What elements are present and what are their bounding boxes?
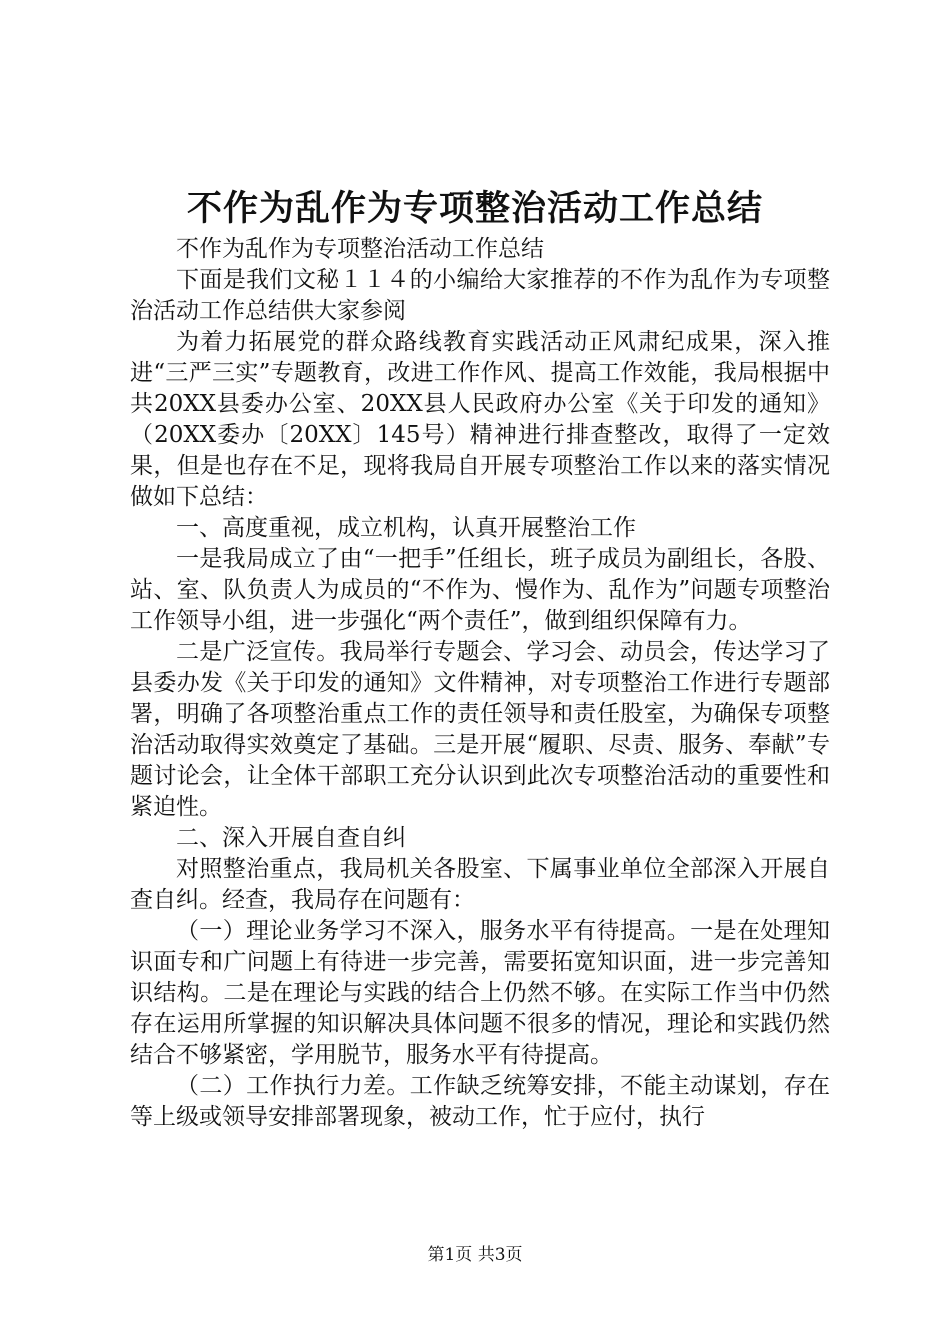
section-heading-1: 一、高度重视，成立机构，认真开展整治工作 (176, 515, 636, 541)
paragraph-point-1: 一是我局成立了由“一把手”任组长，班子成员为副组长，各股、站、室、队负责人为成员的“不作为、慢作为、乱作为”问题专项整治工作领导小组，进一步强化“两个责任”，做到组织保障有力。 (130, 546, 830, 634)
paragraph-self-check: 对照整治重点，我局机关各股室、下属事业单位全部深入开展自查自纠。经查，我局存在问题有： (130, 856, 830, 913)
section-heading-2: 二、深入开展自查自纠 (176, 825, 406, 851)
paragraph-issue-2: （二）工作执行力差。工作缺乏统筹安排，不能主动谋划，存在等上级或领导安排部署现象，被动工作，忙于应付，执行 (130, 1073, 830, 1130)
paragraph-subtitle: 不作为乱作为专项整治活动工作总结 (176, 236, 544, 262)
paragraph-background: 为着力拓展党的群众路线教育实践活动正风肃纪成果，深入推进“三严三实”专题教育，改进工作作风、提高工作效能，我局根据中共20XX县委办公室、20XX县人民政府办公室《关于印发的通知》（20XX委办〔20XX〕145号）精神进行排查整改，取得了一定效果，但是也存在不足，现将我局自开展专项整治工作以来的落实情况做如下总结： (130, 329, 830, 510)
page-number: 第1页 共3页 (427, 1245, 523, 1265)
paragraph-intro: 下面是我们文秘１１４的小编给大家推荐的不作为乱作为专项整治活动工作总结供大家参阅 (130, 267, 830, 324)
paragraph-point-2: 二是广泛宣传。我局举行专题会、学习会、动员会，传达学习了县委办发《关于印发的通知》文件精神，对专项整治工作进行专题部署，明确了各项整治重点工作的责任领导和责任股室，为确保专项整治活动取得实效奠定了基础。三是开展“履职、尽责、服务、奉献”专题讨论会，让全体干部职工充分认识到此次专项整治活动的重要性和紧迫性。 (130, 639, 830, 820)
document-title: 不作为乱作为专项整治活动工作总结 (186, 188, 763, 229)
paragraph-issue-1: （一）理论业务学习不深入，服务水平有待提高。一是在处理知识面专和广问题上有待进一步完善，需要拓宽知识面，进一步完善知识结构。二是在理论与实践的结合上仍然不够。在实际工作当中仍然存在运用所掌握的知识解决具体问题不很多的情况，理论和实践仍然结合不够紧密，学用脱节，服务水平有待提高。 (130, 918, 830, 1068)
document-body (130, 234, 830, 1133)
